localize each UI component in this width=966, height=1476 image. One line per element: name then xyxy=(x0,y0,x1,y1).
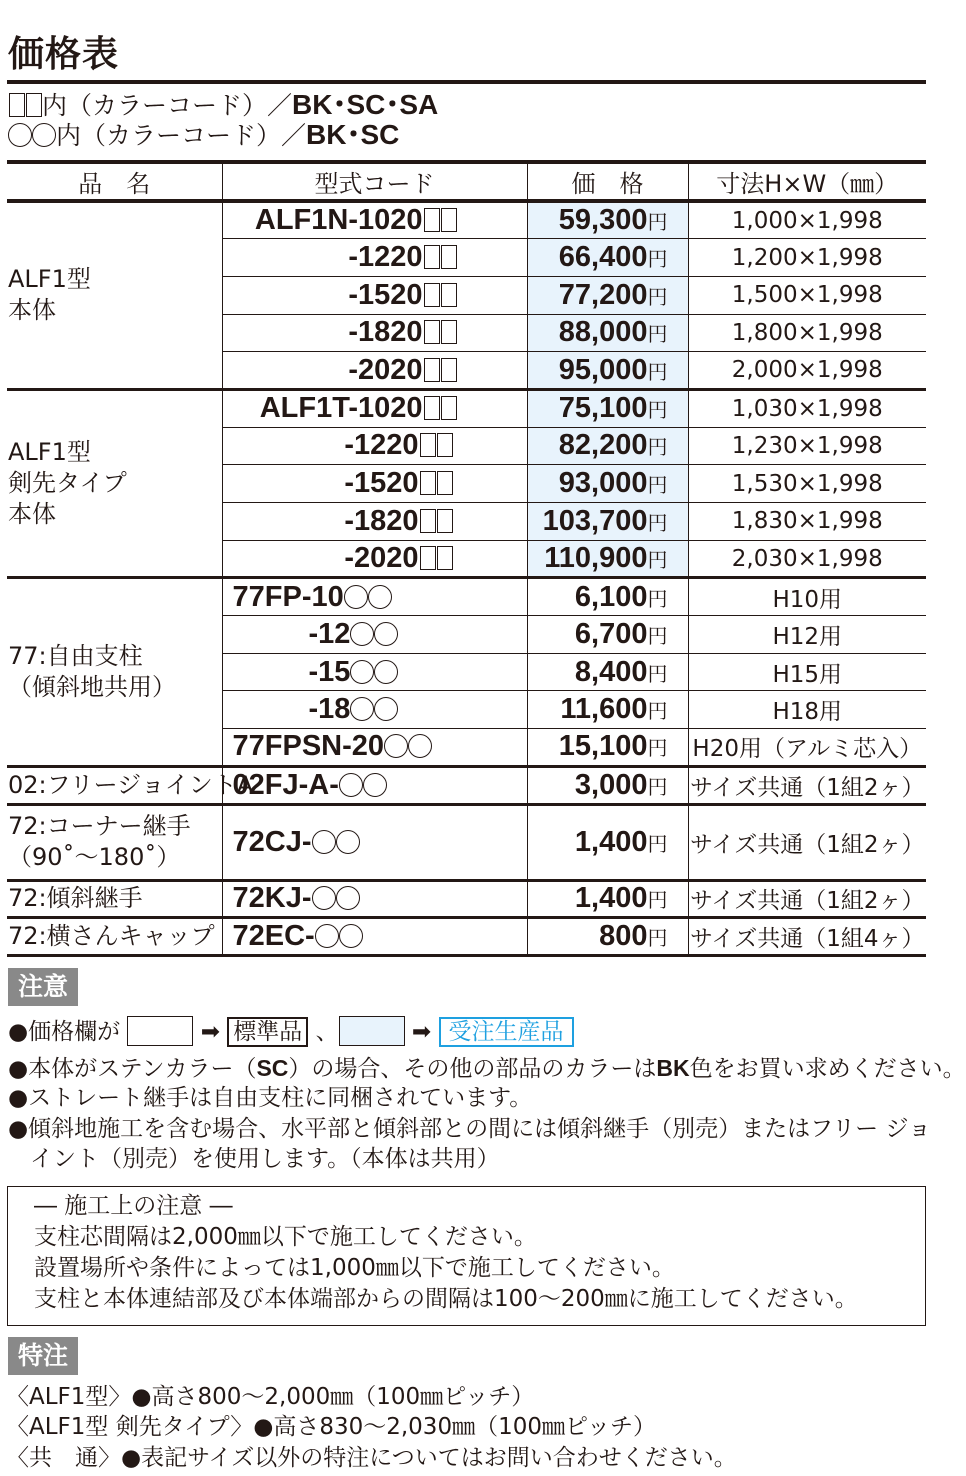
caution-line: 支柱と本体連結部及び本体端部からの間隔は100～200㎜に施工してください。 xyxy=(34,1286,858,1312)
color-code-circle xyxy=(363,773,387,797)
special-line: 〈共 通〉●表記サイズ以外の特注についてはお問い合わせください。 xyxy=(6,1445,737,1471)
note-legend: ●価格欄が ➡ 標準品 、 ➡ 受注生産品 xyxy=(8,1016,574,1047)
price-value: 82,200 xyxy=(558,429,648,462)
size-cell: サイズ共通（1組2ヶ） xyxy=(688,804,926,880)
color-code-square xyxy=(441,208,457,232)
price-cell xyxy=(527,352,688,390)
price-value: 6,100 xyxy=(574,580,648,613)
color-code-square xyxy=(424,283,440,307)
price-cell xyxy=(527,503,688,541)
size-cell: サイズ共通（1組4ヶ） xyxy=(688,918,926,956)
size-cell: 1,800×1,998 xyxy=(688,314,926,352)
model-code xyxy=(222,389,527,427)
model-code-text: -12 xyxy=(308,617,351,650)
model-code xyxy=(222,352,527,390)
price-value: 110,900 xyxy=(544,542,648,575)
model-code-text: 72KJ- xyxy=(232,882,312,915)
color-code-square xyxy=(441,245,457,269)
color-code-square xyxy=(437,509,453,533)
yen-unit: 円 xyxy=(647,888,668,913)
price-value: 88,000 xyxy=(558,316,648,349)
product-name-line: ALF1型 xyxy=(8,265,91,294)
price-value: 8,400 xyxy=(574,655,648,688)
model-code-text: 72EC- xyxy=(232,920,315,953)
model-code xyxy=(222,880,527,918)
model-code xyxy=(222,766,527,804)
color-code-circle xyxy=(374,622,398,646)
price-cell xyxy=(527,314,688,352)
model-code xyxy=(222,918,527,956)
size-cell: サイズ共通（1組2ヶ） xyxy=(688,880,926,918)
color-code-circle xyxy=(350,660,374,684)
color-code-square xyxy=(420,433,436,457)
price-value: 103,700 xyxy=(542,504,648,537)
price-value: 3,000 xyxy=(574,768,648,801)
price-cell xyxy=(527,804,688,880)
product-name-line: 72:傾斜継手 xyxy=(8,884,143,913)
yen-unit: 円 xyxy=(647,510,668,535)
table-row xyxy=(7,766,926,804)
price-cell xyxy=(527,880,688,918)
color-code-circle xyxy=(339,773,363,797)
note-color: ●本体がステンカラー（SC）の場合、その他の部品のカラーはBK色をお買い求めください。 xyxy=(8,1055,966,1082)
model-code-text: -18 xyxy=(308,693,351,726)
color-code-square xyxy=(441,283,457,307)
color-code-square xyxy=(424,208,440,232)
model-code-text: -1820 xyxy=(348,316,423,349)
color-code-square xyxy=(420,471,436,495)
size-cell: 1,530×1,998 xyxy=(688,465,926,503)
product-name xyxy=(7,804,222,880)
size-cell: 1,230×1,998 xyxy=(688,427,926,465)
yen-unit: 円 xyxy=(647,699,668,724)
color-code-square xyxy=(420,546,436,570)
note-joint: ●ストレート継手は自由支柱に同梱されています。 xyxy=(8,1085,533,1111)
price-cell xyxy=(527,918,688,956)
model-code xyxy=(222,578,527,616)
page-title: 価格表 xyxy=(8,34,120,75)
yen-unit: 円 xyxy=(647,284,668,309)
yen-unit: 円 xyxy=(647,210,668,235)
size-cell: 2,030×1,998 xyxy=(688,540,926,578)
product-name xyxy=(7,578,222,766)
yen-unit: 円 xyxy=(647,831,668,856)
price-cell xyxy=(527,465,688,503)
price-cell xyxy=(527,578,688,616)
color-code-circle xyxy=(312,886,336,910)
price-cell xyxy=(527,201,688,239)
product-name-line: （90˚～180˚） xyxy=(8,843,181,871)
model-code xyxy=(222,314,527,352)
size-cell: 1,830×1,998 xyxy=(688,503,926,541)
product-name xyxy=(7,766,254,804)
size-cell: 1,200×1,998 xyxy=(688,239,926,277)
color-code-square xyxy=(437,471,453,495)
yen-unit: 円 xyxy=(647,661,668,686)
price-value: 75,100 xyxy=(558,392,648,425)
model-code xyxy=(222,503,527,541)
table-row xyxy=(7,201,926,239)
color-code-circle xyxy=(368,585,392,609)
special-line: 〈ALF1型 剣先タイプ〉●高さ830～2,030㎜（100㎜ピッチ） xyxy=(6,1414,657,1440)
model-code-text: 72CJ- xyxy=(232,825,312,858)
size-cell: 2,000×1,998 xyxy=(688,352,926,390)
note-slope-cont: イント（別売）を使用します。（本体は共用） xyxy=(30,1146,500,1172)
product-name-line: 本体 xyxy=(8,500,56,529)
color-code-square xyxy=(424,358,440,382)
model-code xyxy=(222,540,527,578)
product-name-line: （傾斜地共用） xyxy=(8,673,176,702)
model-code xyxy=(222,616,527,654)
product-name xyxy=(7,918,222,956)
legend-circle: 内（カラーコード）／BK･SC xyxy=(8,120,399,151)
price-cell xyxy=(527,691,688,729)
product-name-line: 72:コーナー継手 xyxy=(8,812,191,840)
size-cell: サイズ共通（1組2ヶ） xyxy=(688,766,926,804)
size-cell: H12用 xyxy=(688,616,926,654)
model-code xyxy=(222,691,527,729)
price-cell xyxy=(527,616,688,654)
price-value: 6,700 xyxy=(574,617,648,650)
model-code xyxy=(222,653,527,691)
price-cell xyxy=(527,239,688,277)
color-code-square xyxy=(441,320,457,344)
price-value: 93,000 xyxy=(558,467,648,500)
product-name xyxy=(7,201,222,389)
caution-title: ― 施工上の注意 ― xyxy=(34,1193,233,1219)
product-name xyxy=(7,880,222,918)
yen-unit: 円 xyxy=(647,774,668,799)
model-code-text: -15 xyxy=(308,655,351,688)
color-code-circle xyxy=(339,924,363,948)
size-cell: H18用 xyxy=(688,691,926,729)
header-size: 寸法H×W（㎜） xyxy=(688,162,926,201)
caution-line: 設置場所や条件によっては1,000㎜以下で施工してください。 xyxy=(34,1255,675,1281)
color-code-circle xyxy=(374,697,398,721)
price-cell xyxy=(527,766,688,804)
price-cell xyxy=(527,540,688,578)
model-code-text: -2020 xyxy=(348,353,423,386)
size-cell: H15用 xyxy=(688,653,926,691)
yen-unit: 円 xyxy=(647,247,668,272)
color-code-circle xyxy=(336,830,360,854)
yen-unit: 円 xyxy=(647,548,668,573)
yen-unit: 円 xyxy=(647,359,668,384)
product-name-line: ALF1型 xyxy=(8,438,91,467)
size-cell: H10用 xyxy=(688,578,926,616)
caution-badge: 注意 xyxy=(8,968,78,1006)
price-value: 1,400 xyxy=(574,825,648,858)
model-code-text: -1820 xyxy=(344,504,419,537)
price-cell xyxy=(527,653,688,691)
yen-unit: 円 xyxy=(647,736,668,761)
model-code xyxy=(222,465,527,503)
price-value: 1,400 xyxy=(574,882,648,915)
model-code-text: -1220 xyxy=(348,241,423,274)
model-code-text: -1520 xyxy=(348,278,423,311)
model-code-text: -1220 xyxy=(344,429,419,462)
special-order-badge: 特注 xyxy=(8,1337,78,1375)
yen-unit: 円 xyxy=(647,586,668,611)
model-code-text: 77FPSN-20 xyxy=(232,730,385,763)
yen-unit: 円 xyxy=(647,926,668,951)
model-code xyxy=(222,276,527,314)
yen-unit: 円 xyxy=(647,435,668,460)
model-code-text: 02FJ-A- xyxy=(232,768,339,801)
caution-line: 支柱芯間隔は2,000㎜以下で施工してください。 xyxy=(34,1224,537,1250)
table-row xyxy=(7,880,926,918)
model-code-text: ALF1T-1020 xyxy=(259,392,423,425)
color-code-square xyxy=(437,433,453,457)
color-code-circle xyxy=(336,886,360,910)
product-name-line: 72:横さんキャップ xyxy=(8,922,215,951)
price-value: 59,300 xyxy=(558,204,648,237)
table-row xyxy=(7,389,926,427)
model-code xyxy=(222,804,527,880)
color-code-square xyxy=(441,396,457,420)
price-value: 11,600 xyxy=(560,693,648,726)
caution-box xyxy=(7,1186,926,1326)
color-code-circle xyxy=(408,734,432,758)
header-name: 品 名 xyxy=(7,162,222,201)
size-cell: H20用（アルミ芯入） xyxy=(688,729,926,767)
note-slope: ●傾斜地施工を含む場合、水平部と傾斜部との間には傾斜継手（別売）またはフリー ジョ xyxy=(8,1116,931,1142)
model-code xyxy=(222,729,527,767)
model-code-text: ALF1N-1020 xyxy=(254,204,423,237)
yen-unit: 円 xyxy=(647,623,668,648)
model-code-text: -2020 xyxy=(344,542,419,575)
table-row xyxy=(7,918,926,956)
table-row xyxy=(7,578,926,616)
size-cell: 1,030×1,998 xyxy=(688,389,926,427)
color-code-square xyxy=(420,509,436,533)
model-code xyxy=(222,201,527,239)
color-code-circle xyxy=(384,734,408,758)
product-name-line: 剣先タイプ xyxy=(8,469,127,498)
color-code-circle xyxy=(344,585,368,609)
price-cell xyxy=(527,276,688,314)
price-cell xyxy=(527,729,688,767)
color-code-circle xyxy=(350,622,374,646)
header-code: 型式コード xyxy=(222,162,527,201)
title-rule xyxy=(7,80,926,84)
model-code xyxy=(222,427,527,465)
product-name-line: 02:フリージョイントA xyxy=(8,770,254,799)
size-cell: 1,500×1,998 xyxy=(688,276,926,314)
price-cell xyxy=(527,427,688,465)
size-cell: 1,000×1,998 xyxy=(688,201,926,239)
color-code-square xyxy=(441,358,457,382)
price-value: 15,100 xyxy=(558,730,648,763)
color-code-square xyxy=(424,396,440,420)
price-cell xyxy=(527,389,688,427)
table-row xyxy=(7,804,926,880)
legend-square: 内（カラーコード）／BK･SC･SA xyxy=(8,90,438,121)
product-name-line: 本体 xyxy=(8,296,56,325)
price-table xyxy=(7,160,926,957)
color-code-circle xyxy=(315,924,339,948)
product-name-line: 77:自由支柱 xyxy=(8,642,143,671)
price-value: 800 xyxy=(599,920,648,953)
model-code-text: -1520 xyxy=(344,467,419,500)
model-code-text: 77FP-10 xyxy=(232,580,344,613)
yen-unit: 円 xyxy=(647,473,668,498)
special-line: 〈ALF1型〉●高さ800～2,000㎜（100㎜ピッチ） xyxy=(6,1384,535,1410)
color-code-circle xyxy=(312,830,336,854)
color-code-circle xyxy=(350,697,374,721)
color-code-circle xyxy=(374,660,398,684)
price-value: 95,000 xyxy=(558,353,648,386)
price-value: 77,200 xyxy=(558,278,648,311)
header-price: 価 格 xyxy=(527,162,688,201)
color-code-square xyxy=(437,546,453,570)
price-value: 66,400 xyxy=(558,241,648,274)
product-name xyxy=(7,389,222,577)
yen-unit: 円 xyxy=(647,322,668,347)
yen-unit: 円 xyxy=(647,398,668,423)
color-code-square xyxy=(424,320,440,344)
model-code xyxy=(222,239,527,277)
color-code-square xyxy=(424,245,440,269)
